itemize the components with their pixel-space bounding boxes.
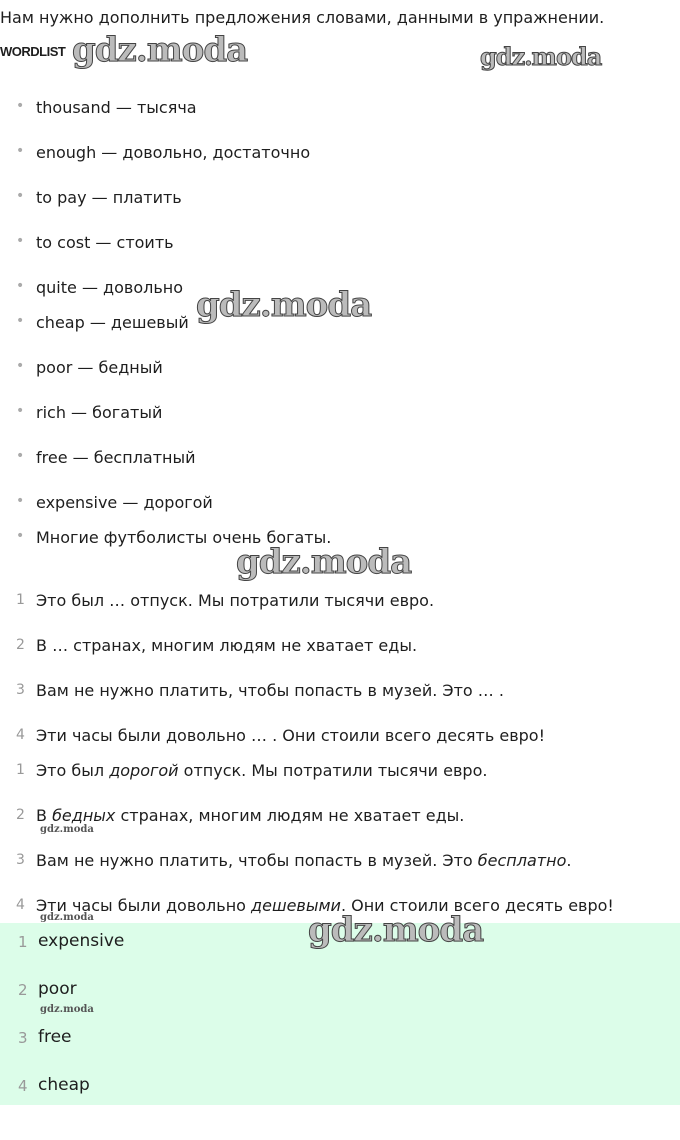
inserted-word: бесплатно xyxy=(477,851,567,870)
sentence-start: В xyxy=(36,806,53,825)
bullet-icon: • xyxy=(16,528,25,544)
bullet-icon: • xyxy=(16,233,25,249)
list-item: free — бесплатный xyxy=(36,448,196,467)
list-item: poor — бедный xyxy=(36,358,163,377)
item-number: 4 xyxy=(16,897,25,913)
sentence-end: отпуск. Мы потратили тысячи евро. xyxy=(178,761,488,780)
item-number: 3 xyxy=(18,1029,28,1047)
translation-sentence xyxy=(36,851,571,871)
watermark: gdz.moda xyxy=(308,910,484,950)
watermark: gdz.moda xyxy=(236,542,412,582)
watermark: gdz.moda xyxy=(72,30,248,70)
list-item: enough — довольно, достаточно xyxy=(36,143,311,162)
item-number: 3 xyxy=(16,682,25,698)
watermark: gdz.moda xyxy=(40,1004,94,1015)
translation-sentence xyxy=(36,806,464,826)
bullet-icon: • xyxy=(16,278,25,294)
bullet-icon: • xyxy=(16,403,25,419)
list-item: to pay — платить xyxy=(36,188,182,207)
list-item: expensive — дорогой xyxy=(36,493,213,512)
watermark: gdz.moda xyxy=(40,912,94,923)
item-number: 4 xyxy=(18,1077,28,1095)
watermark: gdz.moda xyxy=(480,42,602,71)
inserted-word: бедных xyxy=(52,806,116,825)
answer-item: cheap xyxy=(38,1075,90,1095)
bullet-icon: • xyxy=(16,313,25,329)
watermark: gdz.moda xyxy=(196,285,372,325)
translation-sentence xyxy=(36,761,487,781)
exercise-sentence: В … странах, многим людям не хватает еды. xyxy=(36,636,418,655)
exercise-sentence: Эти часы были довольно … . Они стоили всего десять евро! xyxy=(36,726,545,745)
bullet-icon: • xyxy=(16,448,25,464)
sentence-end: . Они стоили всего десять евро! xyxy=(340,896,614,915)
answer-item: expensive xyxy=(38,931,125,951)
bullet-icon: • xyxy=(16,188,25,204)
item-number: 2 xyxy=(16,637,25,653)
exercise-sentence: Вам не нужно платить, чтобы попасть в музей. Это … . xyxy=(36,681,504,700)
exercise-sentence: Это был … отпуск. Мы потратили тысячи евро. xyxy=(36,591,435,610)
list-item: to cost — стоить xyxy=(36,233,174,252)
inserted-word: дешевыми xyxy=(251,896,341,915)
sentence-start: Это был xyxy=(36,761,110,780)
item-number: 3 xyxy=(16,852,25,868)
sentence-end: . xyxy=(566,851,572,870)
item-number: 1 xyxy=(18,933,28,951)
intro-text: Нам нужно дополнить предложения словами, данными в упражнении. xyxy=(0,8,605,27)
bullet-icon: • xyxy=(16,493,25,509)
list-item: cheap — дешевый xyxy=(36,313,189,332)
answer-item: free xyxy=(38,1027,72,1047)
item-number: 2 xyxy=(18,981,28,999)
wordlist-heading: WORDLIST xyxy=(0,44,66,59)
watermark: gdz.moda xyxy=(40,824,94,835)
item-number: 4 xyxy=(16,727,25,743)
list-item: Многие футболисты очень богаты. xyxy=(36,528,332,547)
sentence-start: Эти часы были довольно xyxy=(36,896,252,915)
list-item: quite — довольно xyxy=(36,278,184,297)
item-number: 2 xyxy=(16,807,25,823)
bullet-icon: • xyxy=(16,358,25,374)
sentence-end: странах, многим людям не хватает еды. xyxy=(115,806,465,825)
item-number: 1 xyxy=(16,592,25,608)
inserted-word: дорогой xyxy=(109,761,179,780)
bullet-icon: • xyxy=(16,143,25,159)
sentence-start: Вам не нужно платить, чтобы попасть в музей. Это xyxy=(36,851,478,870)
answer-item: poor xyxy=(38,979,77,999)
list-item: rich — богатый xyxy=(36,403,163,422)
list-item: thousand — тысяча xyxy=(36,98,197,117)
item-number: 1 xyxy=(16,762,25,778)
bullet-icon: • xyxy=(16,98,25,114)
